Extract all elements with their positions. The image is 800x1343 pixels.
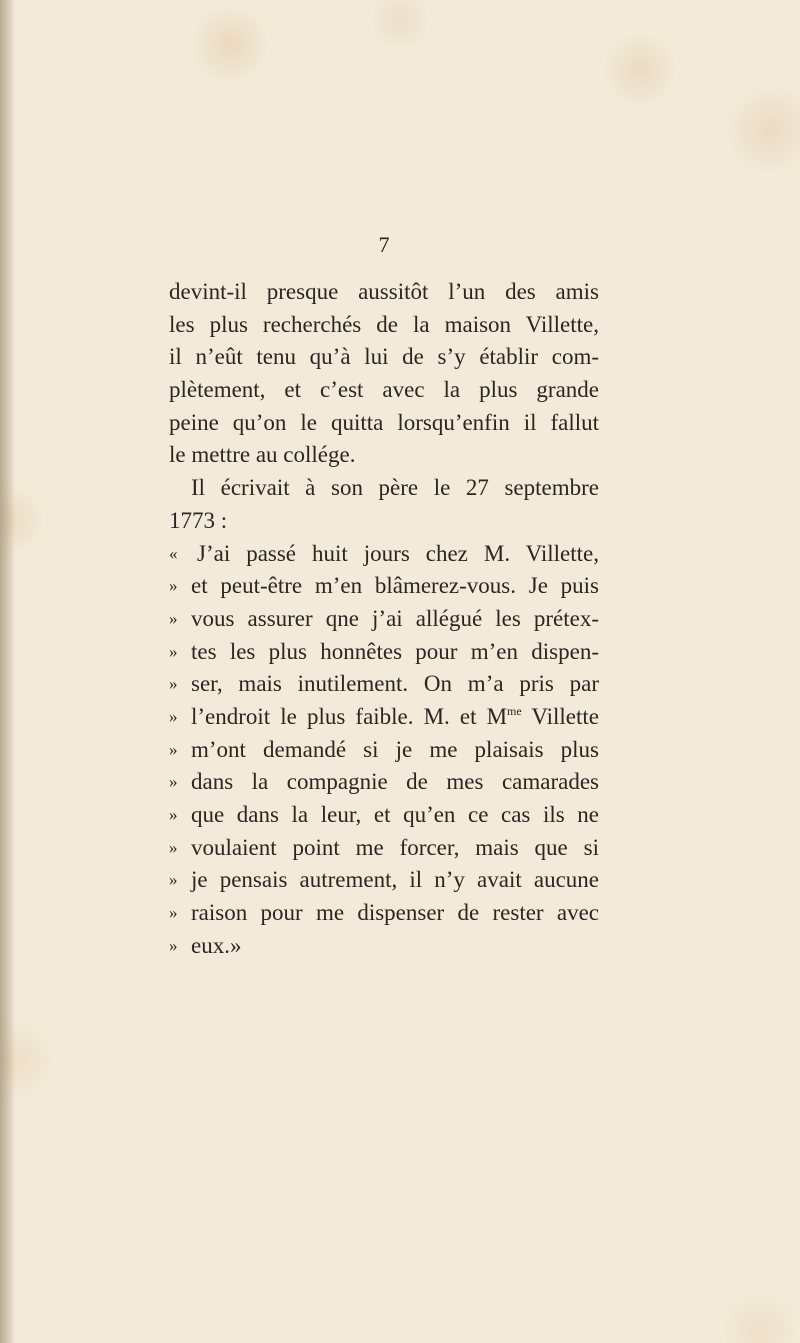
quote-line — [169, 701, 599, 734]
quote-text: je pensais autrement, il n’y avait aucune — [191, 867, 599, 893]
quote-text: m’ont demandé si je me plaisais plus — [191, 736, 599, 762]
quote-continuation-mark: » — [169, 903, 178, 923]
quote-line — [169, 766, 599, 799]
quote-text: eux.» — [191, 932, 242, 958]
spine-shadow — [0, 0, 16, 1343]
text-line: le mettre au collége. — [169, 442, 356, 468]
quote-text: raison pour me dispenser de rester avec — [191, 900, 599, 926]
quote-open-mark: « — [169, 543, 178, 563]
quote-continuation-mark: » — [169, 706, 178, 726]
text-line: Il écrivait à son père le 27 septembre — [191, 475, 599, 501]
body-text — [169, 276, 599, 962]
quote-text: tes les plus honnêtes pour m’en dispen- — [191, 638, 599, 664]
quote-line — [169, 930, 599, 963]
quote-continuation-mark: » — [169, 739, 178, 759]
text-line: les plus recherchés de la maison Villette, — [169, 311, 599, 337]
quote-line — [169, 734, 599, 767]
quote-continuation-mark: » — [169, 674, 178, 694]
quote-line — [169, 570, 599, 603]
quote-line — [169, 832, 599, 865]
text-line: plètement, et c’est avec la plus grande — [169, 377, 599, 403]
quote-text: ser, mais inutilement. On m’a pris par — [191, 671, 599, 697]
page-number: 7 — [378, 232, 390, 257]
text-line: devint-il presque aussitôt l’un des amis — [169, 279, 599, 304]
quote-line — [169, 799, 599, 832]
quote-line — [169, 603, 599, 636]
quote-text: vous assurer qne j’ai allégué les prétex- — [191, 605, 599, 631]
quote-text: et peut-être m’en blâmerez-vous. Je puis — [191, 573, 599, 599]
quote-continuation-mark: » — [169, 608, 178, 628]
quote-line — [169, 636, 599, 669]
text-line: peine qu’on le quitta lorsqu’enfin il fallut — [169, 409, 599, 435]
quote-text: dans la compagnie de mes camarades — [191, 769, 599, 795]
quote-continuation-mark: » — [169, 870, 178, 890]
quote-continuation-mark: » — [169, 641, 178, 661]
quote-line — [169, 897, 599, 930]
text-line: 1773 : — [169, 507, 228, 533]
quote-text: que dans la leur, et qu’en ce cas ils ne — [191, 802, 599, 827]
quote-text: J’ai passé huit jours chez M. Villette, — [197, 540, 599, 566]
text-line: il n’eût tenu qu’à lui de s’y établir com- — [169, 344, 599, 370]
quote-line — [169, 864, 599, 897]
quote-continuation-mark: » — [169, 837, 178, 857]
quote-continuation-mark: » — [169, 935, 178, 955]
quote-text-with-superscript — [191, 701, 599, 734]
quote-line — [169, 538, 599, 571]
quote-continuation-mark: » — [169, 772, 178, 792]
quote-text: voulaient point me forcer, mais que si — [191, 834, 599, 860]
quote-continuation-mark: » — [169, 805, 178, 824]
quote-text-part: Villette — [521, 703, 599, 729]
quote-line — [169, 668, 599, 701]
superscript-me: me — [507, 703, 522, 718]
quote-continuation-mark: » — [169, 576, 178, 596]
quote-text-part: l’endroit le plus faible. M. et M — [191, 703, 508, 729]
